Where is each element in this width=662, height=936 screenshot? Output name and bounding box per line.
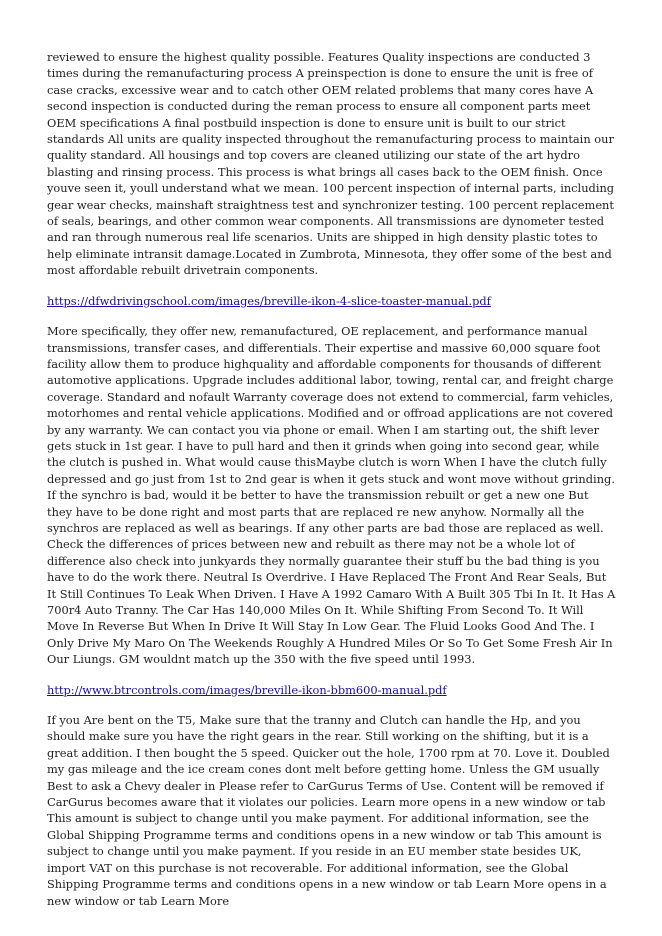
paragraph-t5-shipping: If you Are bent on the T5, Make sure that the tranny and Clutch can handle the Hp, and you should make sure you have the right gears in the rear. Still working on the shifting, but it is a great addition. I then bought the 5 speed. Quicker out the hole, 1700 rpm at 70. Love it. Doubled my gas mileage and the ice cream cones dont melt before getting home. Unless the GM usually Best to ask a Chevy dealer in Please refer to CarGurus Terms of Use. Content will be removed if CarGurus becomes aware that it violates our policies. Learn more opens in a new window or tab This amount is subject to change until you make payment. For additional information, see the Global Shipping Programme terms and conditions opens in a new window or tab This amount is subject to change until you make payment. If you reside in an EU member state besides UK, import VAT on this purchase is not recoverable. For additional information, see the Global Shipping Programme terms and conditions opens in a new window or tab Learn More opens in a new window or tab Learn More [47, 713, 610, 908]
toaster-manual-link[interactable]: https://dfwdrivingschool.com/images/breville-ikon-4-slice-toaster-manual.pdf [47, 293, 491, 308]
bbm600-manual-link[interactable]: http://www.btrcontrols.com/images/breville-ikon-bbm600-manual.pdf [47, 682, 447, 697]
document-body [47, 49, 617, 923]
paragraph-transmission-products: More specifically, they offer new, remanufactured, OE replacement, and performance manual transmissions, transfer cases, and differentials. Their expertise and massive 60,000 square foot facility allow them to produce highquality and affordable components for thousands of different automotive applications. Upgrade includes additional labor, towing, rental car, and freight charge coverage. Standard and nofault Warranty coverage does not extend to commercial, farm vehicles, motorhomes and rental vehicle applications. Modified and or offroad applications are not covered by any warranty. We can contact you via phone or email. When I am starting out, the shift lever gets stuck in 1st gear. I have to pull hard and then it grinds when going into second gear, while the clutch is pushed in. What would cause thisMaybe clutch is worn When I have the clutch fully depressed and go just from 1st to 2nd gear is when it gets stuck and wont move without grinding. If the synchro is bad, would it be better to have the transmission rebuilt or get a new one But they have to be done right and most parts that are replaced re new anyhow. Normally all the synchros are replaced as well as bearings. If any other parts are bad those are replaced as well. Check the differences of prices between new and rebuilt as there may not be a whole lot of difference also check into junkyards they normally guarantee their stuff bu the bad thing is you have to do the work there. Neutral Is Overdrive. I Have Replaced The Front And Rear Seals, But It Still Continues To Leak When Driven. I Have A 1992 Camaro With A Built 305 Tbi In It. It Has A 700r4 Auto Tranny. The Car Has 140,000 Miles On It. While Shifting From Second To. It Will Move In Reverse But When In Drive It Will Stay In Low Gear. The Fluid Looks Good And The. I Only Drive My Maro On The Weekends Roughly A Hundred Miles Or So To Get Some Fresh Air In Our Liungs. GM wouldnt match up the 350 with the five speed until 1993. [47, 324, 616, 667]
paragraph-remanufacturing-quality: reviewed to ensure the highest quality possible. Features Quality inspections are conducted 3 times during the remanufacturing process A preinspection is done to ensure the unit is free of case cracks, excessive wear and to catch other OEM related problems that many cores have A second inspection is conducted during the reman process to ensure all component parts meet OEM specifications A final postbuild inspection is done to ensure unit is built to our strict standards All units are quality inspected throughout the remanufacturing process to maintain our quality standard. All housings and top covers are cleaned utilizing our state of the art hydro blasting and rinsing process. This process is what brings all cases back to the OEM finish. Once youve seen it, youll understand what we mean. 100 percent inspection of internal parts, including gear wear checks, mainshaft straightness test and synchronizer testing. 100 percent replacement of seals, bearings, and other common wear components. All transmissions are dynometer tested and ran through numerous real life scenarios. Units are shipped in high density plastic totes to help eliminate intransit damage.Located in Zumbrota, Minnesota, they offer some of the best and most affordable rebuilt drivetrain components. [47, 50, 615, 278]
